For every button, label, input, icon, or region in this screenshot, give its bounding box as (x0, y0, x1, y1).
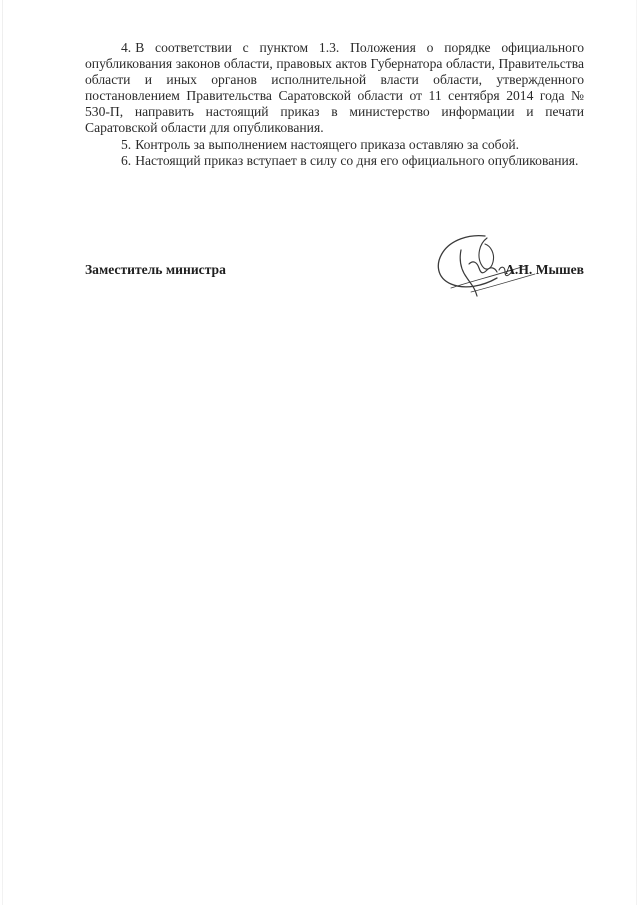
scan-edge-left (2, 0, 3, 905)
paragraph-text: Настоящий приказ вступает в силу со дня его официального опубликования. (135, 152, 579, 168)
paragraph-number: 5. (121, 136, 132, 152)
signer-title: Заместитель министра (85, 262, 226, 277)
paragraph-5 (85, 137, 584, 153)
paragraph-4 (85, 40, 584, 137)
document-body (85, 40, 584, 169)
paragraph-number: 4. (121, 40, 132, 55)
scan-edge-right (636, 0, 637, 905)
paragraph-text: В соответствии с пунктом 1.3. Положения о порядке официального опубликования законов области, правовых актов Губернатора области, Правительства области и иных органов исполнительной власти области, утвержденного постановлением Правительства Саратовской области от 11 сентября 2014 года № 530-П, направить настоящий приказ в министерство информации и печати Саратовской области для опубликования. (85, 40, 584, 136)
paragraph-6 (85, 153, 584, 169)
signature-block (85, 258, 584, 298)
signer-name: А.Н. Мышев (505, 262, 584, 277)
paragraph-number: 6. (121, 152, 132, 168)
paragraph-text: Контроль за выполнением настоящего приказа оставляю за собой. (135, 136, 520, 152)
